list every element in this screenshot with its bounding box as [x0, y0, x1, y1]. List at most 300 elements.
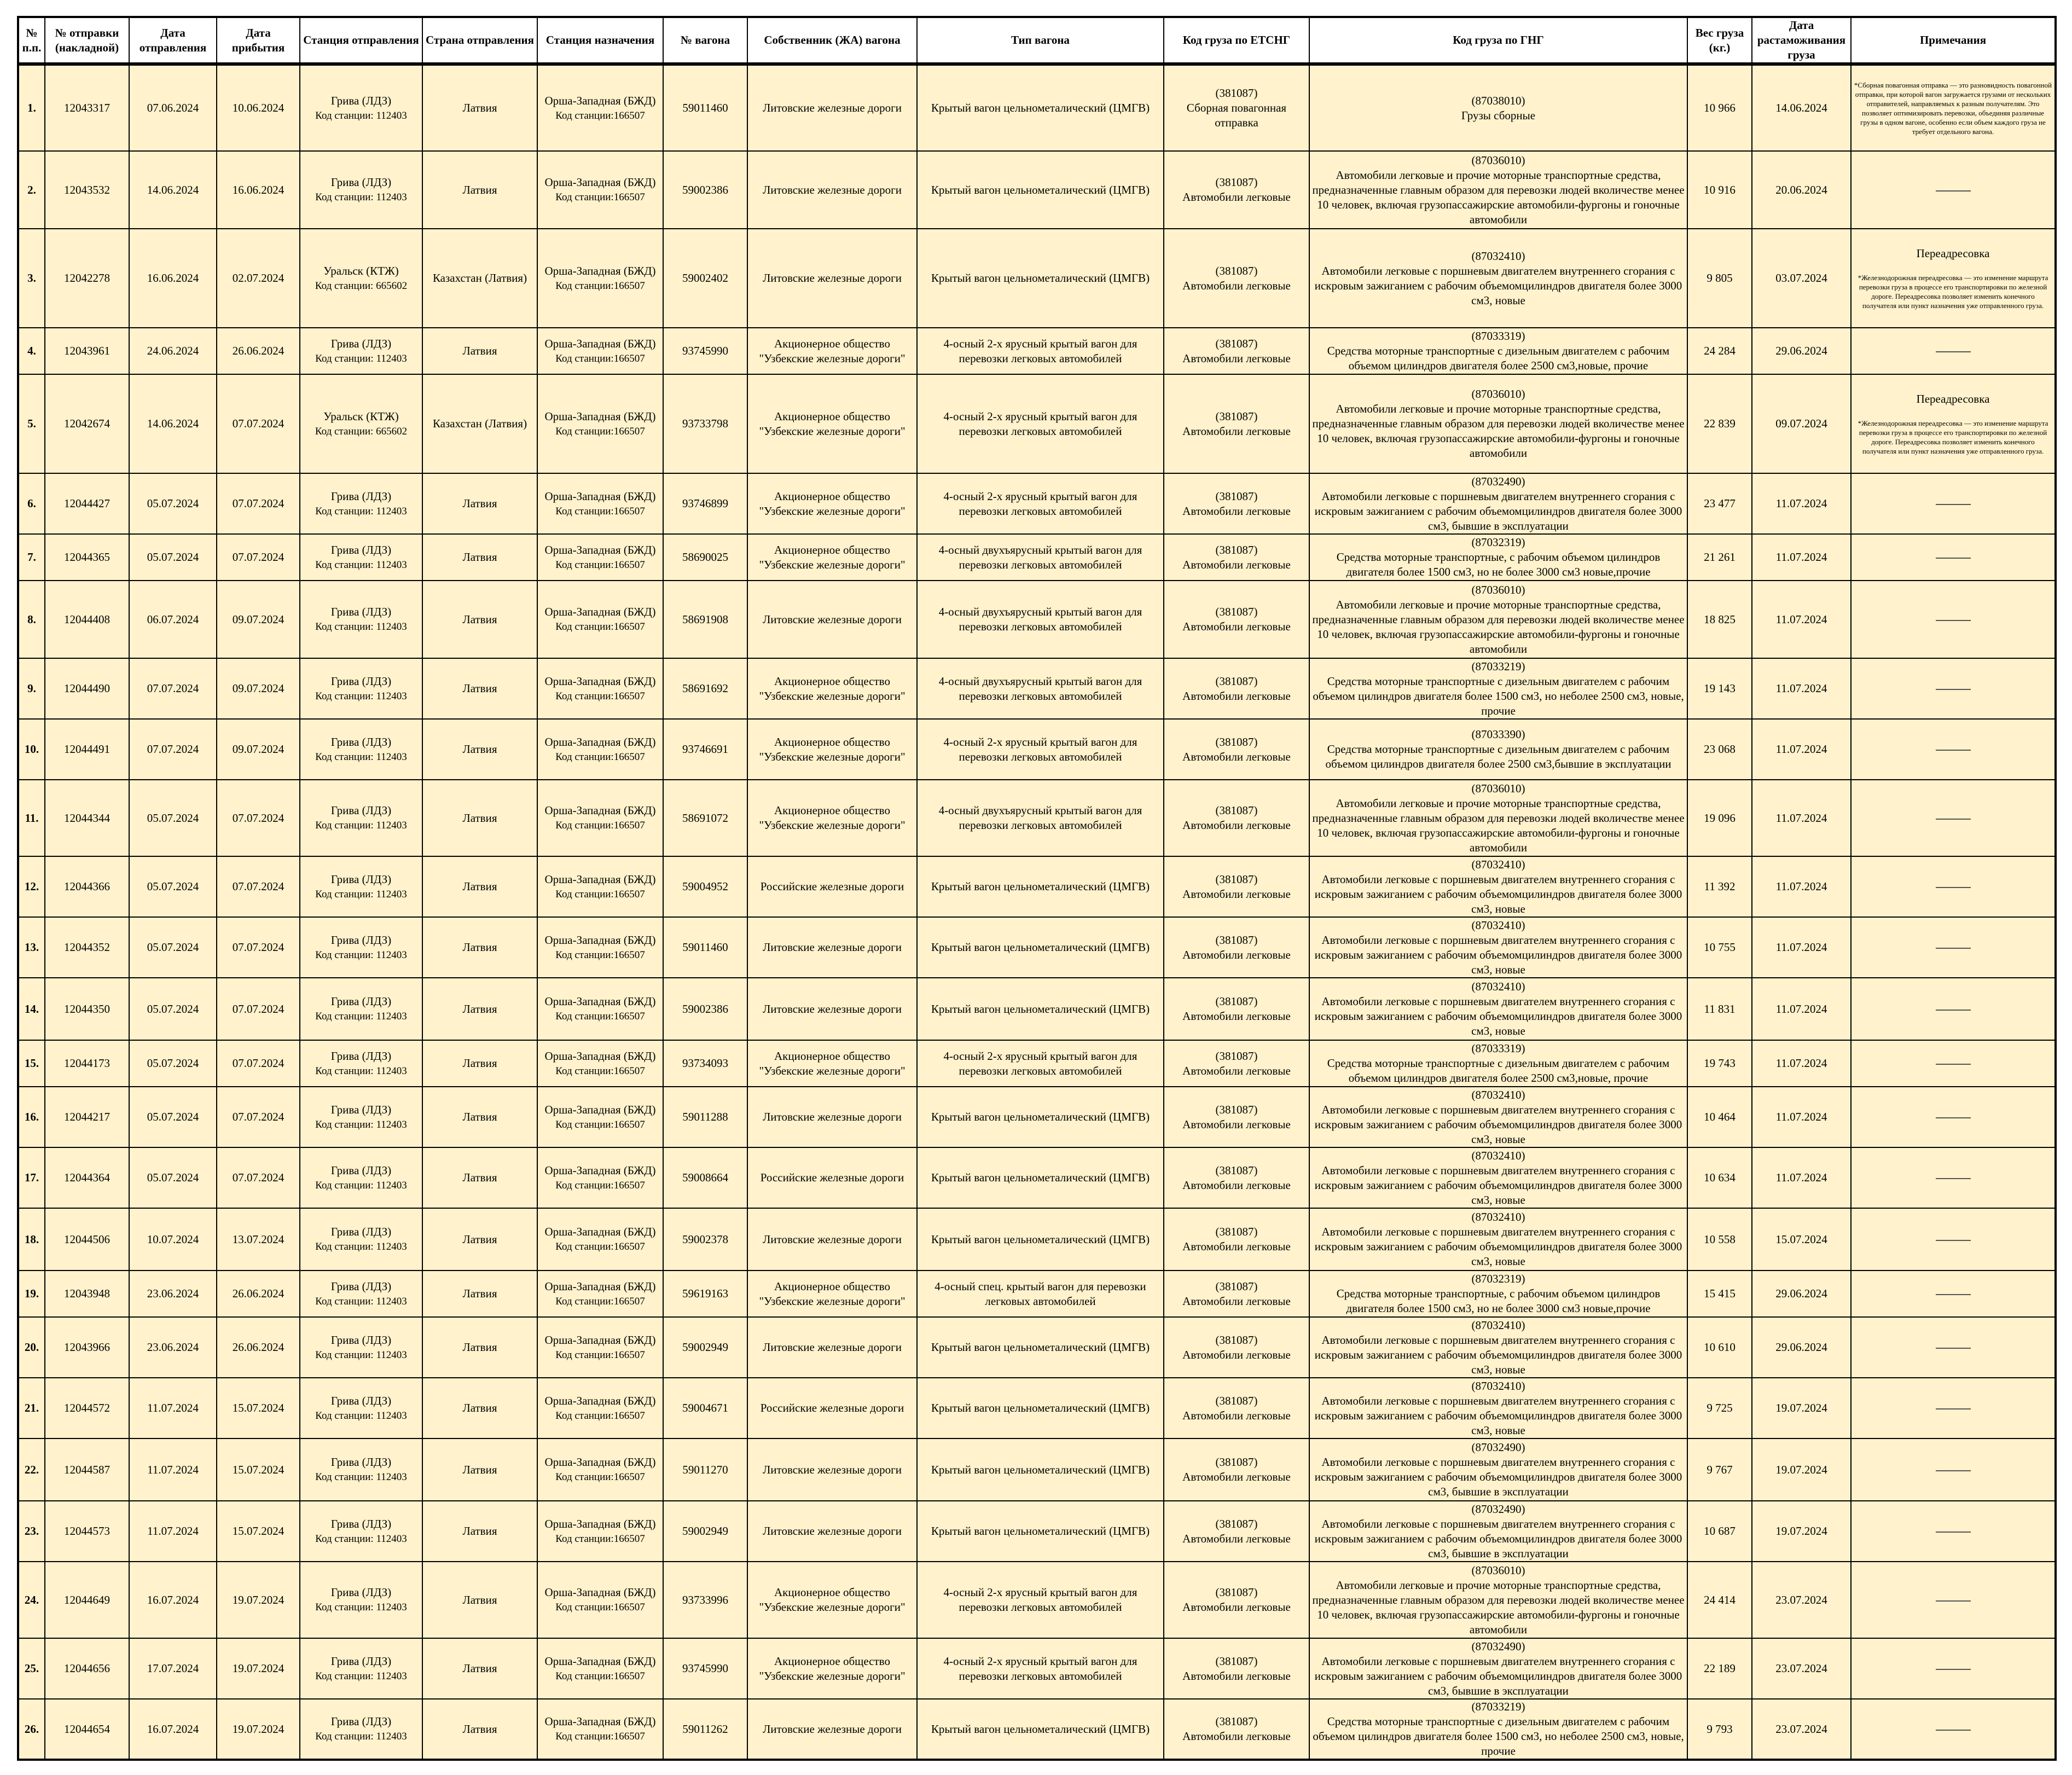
station-name: Орша-Западная (БЖД)	[544, 1103, 656, 1116]
notes-cell	[1851, 534, 2056, 581]
gng-cargo	[1309, 917, 1687, 978]
station-code: Код станции:166507	[555, 425, 645, 437]
etsng-code: (381087)	[1215, 735, 1258, 749]
gng-cargo	[1309, 1438, 1687, 1501]
row-number: 13.	[18, 917, 45, 978]
wagon-owner: Акционерное общество "Узбекские железные дороги"	[747, 658, 917, 719]
departure-date: 05.07.2024	[129, 856, 217, 917]
notes-cell	[1851, 473, 2056, 534]
table-row	[18, 1438, 2056, 1501]
invoice-number: 12044656	[45, 1638, 129, 1699]
table-row	[18, 328, 2056, 374]
customs-date: 11.07.2024	[1752, 534, 1851, 581]
departure-station	[300, 1317, 422, 1378]
customs-date: 19.07.2024	[1752, 1438, 1851, 1501]
gng-name: Средства моторные транспортные, с рабочим объемом цилиндров двигателя более 1500 см3, но не более 3000 см3 новые,прочие	[1336, 1287, 1661, 1315]
row-number: 22.	[18, 1438, 45, 1501]
table-row	[18, 917, 2056, 978]
wagon-type: Крытый вагон цельнометалический (ЦМГВ)	[917, 856, 1164, 917]
departure-country: Казахстан (Латвия)	[422, 229, 537, 328]
station-code: Код станции:166507	[555, 192, 645, 203]
customs-date: 11.07.2024	[1752, 978, 1851, 1040]
table-row	[18, 1147, 2056, 1208]
wagon-owner: Акционерное общество "Узбекские железные дороги"	[747, 328, 917, 374]
station-code: Код станции:166507	[555, 1295, 645, 1307]
wagon-type: Крытый вагон цельнометалический (ЦМГВ)	[917, 151, 1164, 229]
destination-station	[537, 1271, 663, 1317]
gng-name: Автомобили легковые с поршневым двигателем внутреннего сгорания с искровым зажиганием с рабочим объемомцилиндров двигателя более 3000 см3, новые	[1314, 1163, 1682, 1206]
etsng-name: Автомобили легковые	[1182, 1294, 1291, 1308]
departure-station	[300, 1501, 422, 1562]
station-name: Орша-Западная (БЖД)	[544, 1455, 656, 1469]
station-code: Код станции: 112403	[315, 621, 407, 633]
station-code: Код станции:166507	[555, 559, 645, 571]
departure-date: 05.07.2024	[129, 1040, 217, 1087]
gng-name: Автомобили легковые с поршневым двигателем внутреннего сгорания с искровым зажиганием с рабочим объемомцилиндров двигателя более 3000 см3, новые	[1314, 995, 1682, 1037]
station-code: Код станции:166507	[555, 1011, 645, 1022]
notes-cell	[1851, 719, 2056, 780]
destination-station	[537, 1317, 663, 1378]
wagon-number: 59002402	[663, 229, 747, 328]
row-number: 17.	[18, 1147, 45, 1208]
etsng-cargo	[1164, 1378, 1309, 1438]
etsng-name: Автомобили легковые	[1182, 819, 1291, 832]
empty-dash	[1936, 1178, 1971, 1179]
notes-cell	[1851, 229, 2056, 328]
etsng-cargo	[1164, 1699, 1309, 1760]
wagon-number: 59004952	[663, 856, 747, 917]
station-code: Код станции: 112403	[315, 1179, 407, 1191]
station-code: Код станции: 112403	[315, 505, 407, 517]
invoice-number: 12044352	[45, 917, 129, 978]
gng-cargo	[1309, 856, 1687, 917]
wagon-number: 59011460	[663, 64, 747, 151]
row-number: 6.	[18, 473, 45, 534]
etsng-cargo	[1164, 473, 1309, 534]
gng-code: (87036010)	[1471, 153, 1525, 167]
header-row	[18, 17, 2056, 64]
empty-dash	[1936, 1064, 1971, 1065]
station-name: Грива (ЛДЗ)	[330, 1394, 392, 1407]
header-col-departure-station: Станция отправления	[300, 17, 422, 64]
gng-cargo	[1309, 1208, 1687, 1271]
notes-cell	[1851, 1040, 2056, 1087]
wagon-type: Крытый вагон цельнометалический (ЦМГВ)	[917, 1378, 1164, 1438]
station-name: Орша-Западная (БЖД)	[544, 1517, 656, 1530]
gng-code: (87038010)	[1471, 94, 1525, 107]
table-row	[18, 374, 2056, 473]
departure-date: 14.06.2024	[129, 374, 217, 473]
etsng-code: (381087)	[1215, 1394, 1258, 1407]
header-col-wagon-number: № вагона	[663, 17, 747, 64]
customs-date: 11.07.2024	[1752, 1040, 1851, 1087]
invoice-number: 12044491	[45, 719, 129, 780]
etsng-name: Автомобили легковые	[1182, 1117, 1291, 1131]
gng-name: Автомобили легковые с поршневым двигателем внутреннего сгорания с искровым зажиганием с рабочим объемомцилиндров двигателя более 3000 см3, бывшие в эксплуатации	[1314, 1654, 1682, 1697]
notes-cell	[1851, 1438, 2056, 1501]
gng-name: Средства моторные транспортные с дизельным двигателем с рабочим объемом цилиндров двигателя более 2500 см3,новые, прочие	[1327, 1057, 1670, 1084]
header-col-arrival-date: Дата прибытия	[217, 17, 300, 64]
destination-station	[537, 1040, 663, 1087]
departure-station	[300, 856, 422, 917]
wagon-type: 4-осный 2-х ярусный крытый вагон для перевозки легковых автомобилей	[917, 374, 1164, 473]
wagon-number: 93733798	[663, 374, 747, 473]
notes-cell	[1851, 1501, 2056, 1562]
invoice-number: 12044587	[45, 1438, 129, 1501]
wagon-owner: Российские железные дороги	[747, 1147, 917, 1208]
wagon-type: 4-осный двухъярусный крытый вагон для перевозки легковых автомобилей	[917, 581, 1164, 658]
note-text: *Железнодорожная переадресовка — это изменение маршрута перевозки груза в процессе его транспортировки по железной дороге. Переадресовка позволяет изменить конечного получателя или пункт назначения уже отправленного груза.	[1858, 274, 2048, 310]
destination-station	[537, 658, 663, 719]
departure-date: 06.07.2024	[129, 581, 217, 658]
empty-dash	[1936, 620, 1971, 621]
destination-station	[537, 917, 663, 978]
station-code: Код станции:166507	[555, 1533, 645, 1545]
empty-dash	[1936, 1470, 1971, 1471]
station-name: Грива (ЛДЗ)	[330, 735, 392, 749]
wagon-number: 93733996	[663, 1562, 747, 1638]
etsng-name: Автомобили легковые	[1182, 948, 1291, 961]
etsng-name: Автомобили легковые	[1182, 351, 1291, 365]
notes-cell	[1851, 1638, 2056, 1699]
arrival-date: 09.07.2024	[217, 658, 300, 719]
station-name: Грива (ЛДЗ)	[330, 337, 392, 350]
gng-code: (87032490)	[1471, 1441, 1525, 1454]
customs-date: 11.07.2024	[1752, 917, 1851, 978]
departure-country: Казахстан (Латвия)	[422, 374, 537, 473]
wagon-type: 4-осный двухъярусный крытый вагон для перевозки легковых автомобилей	[917, 534, 1164, 581]
gng-code: (87032319)	[1471, 536, 1525, 549]
arrival-date: 09.07.2024	[217, 719, 300, 780]
wagon-number: 59002949	[663, 1501, 747, 1562]
table-row	[18, 1501, 2056, 1562]
invoice-number: 12044654	[45, 1699, 129, 1760]
customs-date: 15.07.2024	[1752, 1208, 1851, 1271]
cargo-weight: 23 068	[1687, 719, 1752, 780]
wagon-number: 58691692	[663, 658, 747, 719]
etsng-code: (381087)	[1215, 1715, 1258, 1728]
departure-date: 05.07.2024	[129, 917, 217, 978]
departure-date: 05.07.2024	[129, 473, 217, 534]
wagon-number: 93734093	[663, 1040, 747, 1087]
station-name: Грива (ЛДЗ)	[330, 872, 392, 886]
etsng-code: (381087)	[1215, 1455, 1258, 1469]
empty-dash	[1936, 750, 1971, 751]
etsng-code: (381087)	[1215, 1586, 1258, 1599]
departure-country: Латвия	[422, 1638, 537, 1699]
departure-country: Латвия	[422, 581, 537, 658]
gng-code: (87033219)	[1471, 659, 1525, 673]
customs-date: 11.07.2024	[1752, 473, 1851, 534]
etsng-name: Автомобили легковые	[1182, 1532, 1291, 1545]
header-col-invoice: № отправки (накладной)	[45, 17, 129, 64]
station-name: Орша-Западная (БЖД)	[544, 489, 656, 503]
arrival-date: 07.07.2024	[217, 1040, 300, 1087]
empty-dash	[1936, 1348, 1971, 1349]
departure-country: Латвия	[422, 1438, 537, 1501]
station-name: Грива (ЛДЗ)	[330, 1586, 392, 1599]
header-col-gng-code: Код груза по ГНГ	[1309, 17, 1687, 64]
station-name: Грива (ЛДЗ)	[330, 1333, 392, 1347]
station-code: Код станции: 112403	[315, 949, 407, 961]
gng-code: (87032490)	[1471, 1639, 1525, 1653]
customs-date: 29.06.2024	[1752, 1271, 1851, 1317]
wagon-number: 93746691	[663, 719, 747, 780]
gng-name: Автомобили легковые и прочие моторные транспортные средства, предназначенные главным образом для перевозки людей вколичестве менее 10 человек, включая грузопассажирские автомобили-фургоны и гоночные автомобили	[1312, 796, 1685, 854]
cargo-weight: 10 755	[1687, 917, 1752, 978]
etsng-code: (381087)	[1215, 543, 1258, 556]
departure-station	[300, 1378, 422, 1438]
notes-cell	[1851, 856, 2056, 917]
etsng-cargo	[1164, 581, 1309, 658]
gng-cargo	[1309, 1562, 1687, 1638]
destination-station	[537, 64, 663, 151]
cargo-weight: 9 805	[1687, 229, 1752, 328]
station-name: Орша-Западная (БЖД)	[544, 933, 656, 947]
notes-cell	[1851, 1147, 2056, 1208]
wagon-owner: Акционерное общество "Узбекские железные дороги"	[747, 1562, 917, 1638]
departure-country: Латвия	[422, 856, 537, 917]
note-text: *Железнодорожная переадресовка — это изменение маршрута перевозки груза в процессе его транспортировки по железной дороге. Переадресовка позволяет изменить конечного получателя или пункт назначения уже отправленного груза.	[1858, 419, 2048, 455]
etsng-name: Автомобили легковые	[1182, 1240, 1291, 1253]
notes-cell	[1851, 1378, 2056, 1438]
etsng-cargo	[1164, 1438, 1309, 1501]
gng-code: (87033219)	[1471, 1700, 1525, 1713]
gng-name: Автомобили легковые с поршневым двигателем внутреннего сгорания с искровым зажиганием с рабочим объемомцилиндров двигателя более 3000 см3, новые	[1314, 1225, 1682, 1268]
table-row	[18, 229, 2056, 328]
invoice-number: 12044365	[45, 534, 129, 581]
station-code: Код станции:166507	[555, 352, 645, 364]
departure-date: 23.06.2024	[129, 1271, 217, 1317]
departure-station	[300, 1562, 422, 1638]
station-code: Код станции:166507	[555, 1241, 645, 1252]
note-title: Переадресовка	[1916, 392, 1990, 405]
destination-station	[537, 1378, 663, 1438]
etsng-cargo	[1164, 917, 1309, 978]
empty-dash	[1936, 948, 1971, 949]
arrival-date: 07.07.2024	[217, 1087, 300, 1147]
wagon-type: 4-осный 2-х ярусный крытый вагон для перевозки легковых автомобилей	[917, 1040, 1164, 1087]
empty-dash	[1936, 819, 1971, 820]
wagon-owner: Акционерное общество "Узбекские железные дороги"	[747, 1638, 917, 1699]
departure-country: Латвия	[422, 1501, 537, 1562]
notes-cell	[1851, 328, 2056, 374]
empty-dash	[1936, 689, 1971, 690]
departure-country: Латвия	[422, 1317, 537, 1378]
wagon-owner: Акционерное общество "Узбекские железные дороги"	[747, 374, 917, 473]
etsng-cargo	[1164, 1501, 1309, 1562]
station-name: Орша-Западная (БЖД)	[544, 605, 656, 618]
cargo-weight: 21 261	[1687, 534, 1752, 581]
station-code: Код станции:166507	[555, 1118, 645, 1130]
notes-cell	[1851, 978, 2056, 1040]
etsng-cargo	[1164, 1040, 1309, 1087]
invoice-number: 12042674	[45, 374, 129, 473]
wagon-type: Крытый вагон цельнометалический (ЦМГВ)	[917, 1317, 1164, 1378]
etsng-name: Сборная повагонная отправка	[1186, 101, 1287, 129]
customs-date: 23.07.2024	[1752, 1638, 1851, 1699]
gng-name: Автомобили легковые с поршневым двигателем внутреннего сгорания с искровым зажиганием с рабочим объемомцилиндров двигателя более 3000 см3, бывшие в эксплуатации	[1314, 1455, 1682, 1498]
departure-country: Латвия	[422, 917, 537, 978]
arrival-date: 16.06.2024	[217, 151, 300, 229]
wagon-number: 59002949	[663, 1317, 747, 1378]
gng-cargo	[1309, 151, 1687, 229]
cargo-weight: 15 415	[1687, 1271, 1752, 1317]
station-code: Код станции:166507	[555, 690, 645, 702]
wagon-number: 59002386	[663, 978, 747, 1040]
customs-date: 11.07.2024	[1752, 780, 1851, 856]
header-col-etsng-code: Код груза по ЕТСНГ	[1164, 17, 1309, 64]
row-number: 9.	[18, 658, 45, 719]
row-number: 20.	[18, 1317, 45, 1378]
station-code: Код станции:166507	[555, 820, 645, 831]
table-row	[18, 1208, 2056, 1271]
notes-cell	[1851, 917, 2056, 978]
row-number: 7.	[18, 534, 45, 581]
gng-name: Автомобили легковые и прочие моторные транспортные средства, предназначенные главным образом для перевозки людей вколичестве менее 10 человек, включая грузопассажирские автомобили-фургоны и гоночные автомобили	[1312, 402, 1685, 460]
invoice-number: 12043532	[45, 151, 129, 229]
station-code: Код станции: 112403	[315, 1241, 407, 1252]
station-name: Грива (ЛДЗ)	[330, 605, 392, 618]
etsng-cargo	[1164, 229, 1309, 328]
cargo-weight: 9 725	[1687, 1378, 1752, 1438]
gng-name: Автомобили легковые и прочие моторные транспортные средства, предназначенные главным образом для перевозки людей вколичестве менее 10 человек, включая грузопассажирские автомобили-фургоны и гоночные автомобили	[1312, 1578, 1685, 1636]
departure-station	[300, 534, 422, 581]
cargo-weight: 9 767	[1687, 1438, 1752, 1501]
row-number: 19.	[18, 1271, 45, 1317]
station-code: Код станции: 665602	[315, 425, 408, 437]
departure-station	[300, 1638, 422, 1699]
destination-station	[537, 1147, 663, 1208]
etsng-name: Автомобили легковые	[1182, 1178, 1291, 1192]
table-row	[18, 64, 2056, 151]
station-code: Код станции: 112403	[315, 559, 407, 571]
customs-date: 23.07.2024	[1752, 1562, 1851, 1638]
customs-date: 29.06.2024	[1752, 328, 1851, 374]
station-code: Код станции:166507	[555, 505, 645, 517]
cargo-weight: 10 464	[1687, 1087, 1752, 1147]
station-code: Код станции:166507	[555, 1670, 645, 1682]
station-name: Орша-Западная (БЖД)	[544, 94, 656, 107]
wagon-number: 59004671	[663, 1378, 747, 1438]
station-name: Орша-Западная (БЖД)	[544, 1163, 656, 1177]
table-row	[18, 151, 2056, 229]
wagon-owner: Литовские железные дороги	[747, 917, 917, 978]
departure-station	[300, 780, 422, 856]
gng-code: (87032410)	[1471, 857, 1525, 871]
departure-station	[300, 328, 422, 374]
invoice-number: 12043961	[45, 328, 129, 374]
wagon-type: 4-осный 2-х ярусный крытый вагон для перевозки легковых автомобилей	[917, 328, 1164, 374]
row-number: 21.	[18, 1378, 45, 1438]
header-col-weight: Вес груза (кг.)	[1687, 17, 1752, 64]
row-number: 25.	[18, 1638, 45, 1699]
customs-date: 11.07.2024	[1752, 1147, 1851, 1208]
wagon-type: Крытый вагон цельнометалический (ЦМГВ)	[917, 1147, 1164, 1208]
arrival-date: 26.06.2024	[217, 1317, 300, 1378]
gng-code: (87036010)	[1471, 583, 1525, 596]
arrival-date: 15.07.2024	[217, 1501, 300, 1562]
departure-station	[300, 581, 422, 658]
station-name: Грива (ЛДЗ)	[330, 94, 392, 107]
gng-name: Средства моторные транспортные, с рабочим объемом цилиндров двигателя более 1500 см3, но не более 3000 см3 новые,прочие	[1336, 550, 1661, 578]
station-name: Орша-Западная (БЖД)	[544, 1333, 656, 1347]
gng-code: (87036010)	[1471, 387, 1525, 401]
wagon-type: Крытый вагон цельнометалический (ЦМГВ)	[917, 64, 1164, 151]
destination-station	[537, 328, 663, 374]
departure-station	[300, 1208, 422, 1271]
gng-name: Автомобили легковые с поршневым двигателем внутреннего сгорания с искровым зажиганием с рабочим объемомцилиндров двигателя более 3000 см3, новые	[1314, 1394, 1682, 1437]
station-name: Орша-Западная (БЖД)	[544, 1586, 656, 1599]
cargo-weight: 9 793	[1687, 1699, 1752, 1760]
notes-cell	[1851, 151, 2056, 229]
arrival-date: 15.07.2024	[217, 1438, 300, 1501]
station-code: Код станции: 665602	[315, 280, 408, 292]
wagon-number: 58691072	[663, 780, 747, 856]
gng-cargo	[1309, 229, 1687, 328]
empty-dash	[1936, 504, 1971, 505]
customs-date: 19.07.2024	[1752, 1378, 1851, 1438]
row-number: 3.	[18, 229, 45, 328]
departure-station	[300, 1040, 422, 1087]
etsng-name: Автомобили легковые	[1182, 1408, 1291, 1422]
station-name: Грива (ЛДЗ)	[330, 1163, 392, 1177]
departure-date: 07.06.2024	[129, 64, 217, 151]
etsng-code: (381087)	[1215, 86, 1258, 100]
wagon-owner: Литовские железные дороги	[747, 1317, 917, 1378]
wagon-number: 59011262	[663, 1699, 747, 1760]
station-code: Код станции: 112403	[315, 1471, 407, 1483]
etsng-name: Автомобили легковые	[1182, 504, 1291, 518]
departure-date: 11.07.2024	[129, 1378, 217, 1438]
gng-name: Автомобили легковые с поршневым двигателем внутреннего сгорания с искровым зажиганием с рабочим объемомцилиндров двигателя более 3000 см3, новые	[1314, 1103, 1682, 1146]
etsng-cargo	[1164, 780, 1309, 856]
row-number: 14.	[18, 978, 45, 1040]
departure-country: Латвия	[422, 1087, 537, 1147]
wagon-owner: Литовские железные дороги	[747, 1699, 917, 1760]
station-name: Грива (ЛДЗ)	[330, 1103, 392, 1116]
station-code: Код станции: 112403	[315, 1409, 407, 1422]
wagon-owner: Литовские железные дороги	[747, 978, 917, 1040]
gng-name: Автомобили легковые с поршневым двигателем внутреннего сгорания с искровым зажиганием с рабочим объемомцилиндров двигателя более 3000 см3, новые	[1314, 1333, 1682, 1376]
station-name: Грива (ЛДЗ)	[330, 1715, 392, 1728]
wagon-type: 4-осный 2-х ярусный крытый вагон для перевозки легковых автомобилей	[917, 719, 1164, 780]
cargo-weight: 11 392	[1687, 856, 1752, 917]
gng-cargo	[1309, 473, 1687, 534]
header-col-number: № п.п.	[18, 17, 45, 64]
wagon-owner: Российские железные дороги	[747, 1378, 917, 1438]
departure-station	[300, 1147, 422, 1208]
cargo-weight: 23 477	[1687, 473, 1752, 534]
station-code: Код станции:166507	[555, 751, 645, 763]
departure-country: Латвия	[422, 1378, 537, 1438]
station-code: Код станции: 112403	[315, 1670, 407, 1682]
destination-station	[537, 1501, 663, 1562]
etsng-code: (381087)	[1215, 176, 1258, 189]
notes-cell	[1851, 1271, 2056, 1317]
station-name: Грива (ЛДЗ)	[330, 995, 392, 1008]
etsng-code: (381087)	[1215, 264, 1258, 277]
destination-station	[537, 719, 663, 780]
etsng-cargo	[1164, 978, 1309, 1040]
notes-cell	[1851, 1317, 2056, 1378]
gng-cargo	[1309, 1271, 1687, 1317]
customs-date: 03.07.2024	[1752, 229, 1851, 328]
arrival-date: 19.07.2024	[217, 1562, 300, 1638]
etsng-code: (381087)	[1215, 1103, 1258, 1116]
etsng-cargo	[1164, 1208, 1309, 1271]
station-name: Орша-Западная (БЖД)	[544, 1394, 656, 1407]
